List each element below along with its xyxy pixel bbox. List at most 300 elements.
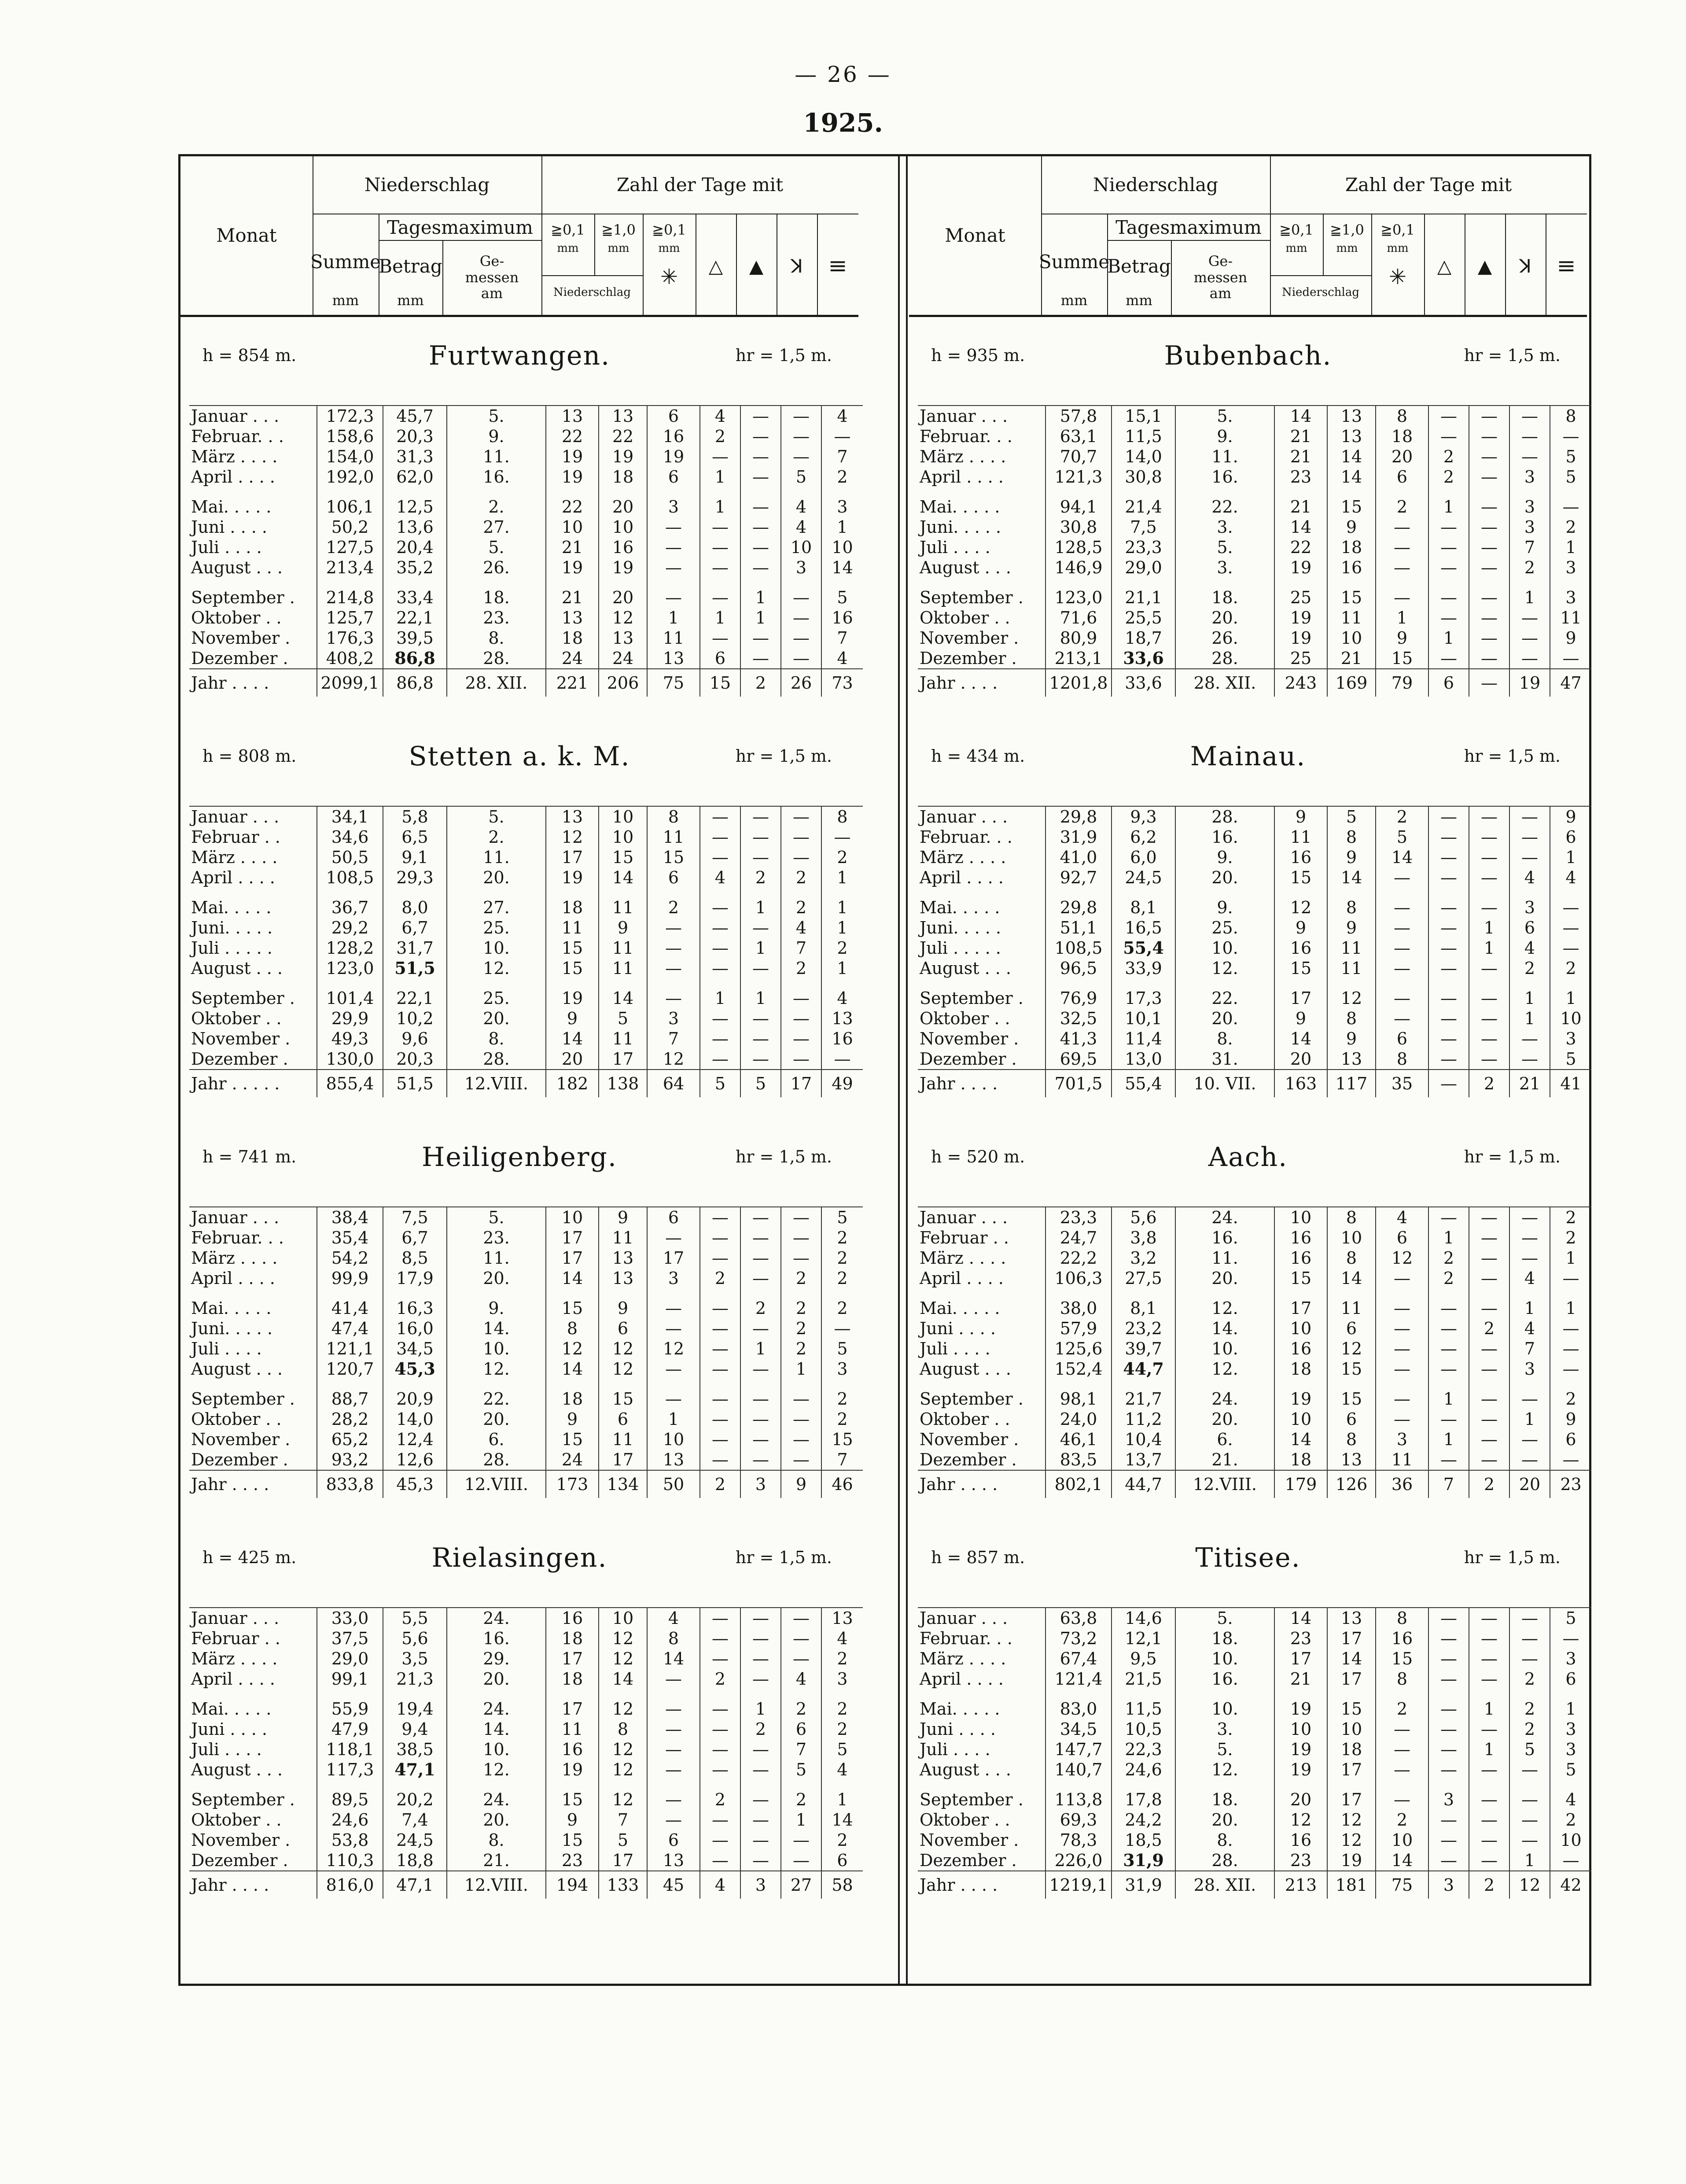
value-cell: 19 bbox=[1274, 608, 1327, 628]
value-cell: 6 bbox=[647, 1207, 700, 1228]
value-cell: 2 bbox=[781, 867, 821, 888]
value-cell: 18,7 bbox=[1112, 628, 1175, 648]
value-cell: 11 bbox=[1376, 1450, 1428, 1470]
value-cell: 1 bbox=[1509, 1288, 1550, 1318]
ge-0-1-header: ≧0,1 bbox=[1279, 221, 1314, 239]
value-cell: — bbox=[647, 1810, 700, 1830]
value-cell: 4 bbox=[1376, 1207, 1428, 1228]
column-header bbox=[909, 156, 1587, 317]
value-cell: 19 bbox=[546, 1760, 599, 1780]
value-cell: 15 bbox=[546, 1780, 599, 1810]
value-cell: 54,2 bbox=[317, 1248, 383, 1268]
value-cell: 9 bbox=[1327, 1029, 1376, 1049]
table-row bbox=[189, 426, 863, 446]
month-cell: August . . . bbox=[191, 558, 283, 577]
value-cell: 3 bbox=[1509, 1359, 1550, 1379]
month-cell: Oktober . . bbox=[191, 1810, 282, 1830]
value-cell: 31,9 bbox=[1112, 1871, 1175, 1899]
value-cell: — bbox=[700, 537, 740, 557]
station-elevation: h = 854 m. bbox=[202, 346, 297, 365]
value-cell: 18. bbox=[447, 578, 546, 608]
value-cell: 27. bbox=[447, 888, 546, 918]
value-cell: 5 bbox=[821, 1339, 863, 1359]
value-cell: 51,5 bbox=[383, 958, 447, 978]
value-cell: — bbox=[740, 1780, 781, 1810]
value-cell: 1 bbox=[1509, 1850, 1550, 1871]
station-table bbox=[189, 405, 863, 697]
value-cell: 5 bbox=[1550, 446, 1591, 467]
value-cell: 23,3 bbox=[1045, 1207, 1112, 1228]
value-cell: 42 bbox=[1550, 1871, 1591, 1899]
value-cell: 83,0 bbox=[1045, 1689, 1112, 1719]
value-cell: 1 bbox=[1469, 1739, 1509, 1760]
value-cell: 9 bbox=[1274, 806, 1327, 827]
value-cell: 19 bbox=[1509, 669, 1550, 697]
value-cell: 19 bbox=[546, 446, 599, 467]
value-cell: 11 bbox=[546, 918, 599, 938]
value-cell: 24,2 bbox=[1112, 1810, 1175, 1830]
value-cell: 6 bbox=[700, 648, 740, 669]
value-cell: — bbox=[1469, 467, 1509, 487]
value-cell: 3 bbox=[1550, 1739, 1591, 1760]
hail-icon: △ bbox=[1437, 255, 1452, 277]
value-cell: — bbox=[1428, 918, 1469, 938]
value-cell: 20. bbox=[447, 1810, 546, 1830]
value-cell: 855,4 bbox=[317, 1070, 383, 1097]
value-cell: 4 bbox=[647, 1608, 700, 1628]
value-cell: — bbox=[700, 1049, 740, 1070]
value-cell: — bbox=[1469, 1608, 1509, 1628]
value-cell: — bbox=[700, 1207, 740, 1228]
value-cell: — bbox=[740, 446, 781, 467]
value-cell: 6 bbox=[781, 1719, 821, 1739]
value-cell: 8 bbox=[1376, 406, 1428, 426]
value-cell: 3 bbox=[647, 1008, 700, 1029]
month-cell: Februar. . . bbox=[920, 427, 1012, 446]
value-cell: — bbox=[740, 1608, 781, 1628]
value-cell: 1 bbox=[700, 467, 740, 487]
value-cell: 5 bbox=[599, 1008, 647, 1029]
value-cell: 117,3 bbox=[317, 1760, 383, 1780]
value-cell: — bbox=[1376, 1288, 1428, 1318]
value-cell: 14,0 bbox=[383, 1409, 447, 1429]
value-cell: 4 bbox=[781, 918, 821, 938]
value-cell: 21,5 bbox=[1112, 1669, 1175, 1689]
value-cell: 11 bbox=[1327, 1288, 1376, 1318]
value-cell: 16 bbox=[546, 1608, 599, 1628]
table-row bbox=[918, 1760, 1591, 1780]
value-cell: 34,5 bbox=[1045, 1719, 1112, 1739]
value-cell: 14 bbox=[821, 557, 863, 578]
value-cell: 4 bbox=[781, 1669, 821, 1689]
value-cell: — bbox=[1509, 1810, 1550, 1830]
value-cell: 2 bbox=[821, 1228, 863, 1248]
value-cell: 3 bbox=[781, 557, 821, 578]
value-cell: — bbox=[1428, 1608, 1469, 1628]
month-cell: Dezember . bbox=[920, 649, 1017, 668]
value-cell: — bbox=[1469, 958, 1509, 978]
value-cell: 1 bbox=[1428, 1228, 1469, 1248]
value-cell: 17 bbox=[546, 1228, 599, 1248]
value-cell: 1 bbox=[740, 888, 781, 918]
table-row bbox=[189, 1780, 863, 1810]
table-row bbox=[189, 1810, 863, 1830]
value-cell: — bbox=[740, 1739, 781, 1760]
month-cell: April . . . . bbox=[920, 1269, 1004, 1288]
value-cell: — bbox=[1469, 1760, 1509, 1780]
zahl-der-tage-header: Zahl der Tage mit bbox=[1345, 173, 1512, 196]
value-cell: 192,0 bbox=[317, 467, 383, 487]
value-cell: 20. bbox=[447, 1008, 546, 1029]
value-cell: 12.VIII. bbox=[1175, 1470, 1274, 1498]
value-cell: 16. bbox=[1175, 827, 1274, 847]
value-cell: 214,8 bbox=[317, 578, 383, 608]
month-cell: Juni . . . . bbox=[920, 1319, 996, 1338]
value-cell: 20 bbox=[1274, 1780, 1327, 1810]
value-cell: 133 bbox=[599, 1871, 647, 1899]
value-cell: 5. bbox=[1175, 406, 1274, 426]
value-cell: 8 bbox=[1327, 827, 1376, 847]
value-cell: 15 bbox=[1274, 958, 1327, 978]
value-cell: 31,9 bbox=[1112, 1850, 1175, 1871]
value-cell: 163 bbox=[1274, 1070, 1327, 1097]
value-cell: — bbox=[740, 806, 781, 827]
value-cell: — bbox=[1509, 446, 1550, 467]
value-cell: 14. bbox=[447, 1318, 546, 1339]
value-cell: 10 bbox=[1274, 1719, 1327, 1739]
mm-unit: mm bbox=[1285, 242, 1307, 255]
value-cell: 55,4 bbox=[1112, 1070, 1175, 1097]
value-cell: 39,7 bbox=[1112, 1339, 1175, 1359]
value-cell: — bbox=[700, 1029, 740, 1049]
value-cell: 50,5 bbox=[317, 847, 383, 867]
month-cell: Juli . . . . . bbox=[920, 938, 1001, 958]
table-row bbox=[918, 1429, 1591, 1450]
value-cell: 2 bbox=[821, 1689, 863, 1719]
value-cell: 33,0 bbox=[317, 1608, 383, 1628]
value-cell: 69,3 bbox=[1045, 1810, 1112, 1830]
value-cell: 8 bbox=[1327, 888, 1376, 918]
month-cell: Juni. . . . . bbox=[920, 918, 1001, 937]
value-cell: 24 bbox=[546, 648, 599, 669]
value-cell: — bbox=[700, 1608, 740, 1628]
table-row bbox=[189, 806, 863, 827]
month-cell: Mai. . . . . bbox=[191, 1299, 272, 1318]
value-cell: 3. bbox=[1175, 517, 1274, 537]
value-cell: 8 bbox=[1376, 1669, 1428, 1689]
value-cell: 3,8 bbox=[1112, 1228, 1175, 1248]
value-cell: 121,4 bbox=[1045, 1669, 1112, 1689]
station-elevation: h = 434 m. bbox=[931, 746, 1025, 766]
value-cell: — bbox=[781, 1049, 821, 1070]
month-cell: Januar . . . bbox=[918, 1207, 1045, 1228]
table-row bbox=[189, 1850, 863, 1871]
value-cell: 33,6 bbox=[1112, 648, 1175, 669]
month-cell: September . bbox=[191, 1790, 295, 1809]
value-cell: 64 bbox=[647, 1070, 700, 1097]
month-cell: Februar . . bbox=[191, 827, 280, 847]
value-cell: 7 bbox=[821, 446, 863, 467]
station-block bbox=[180, 1526, 858, 1926]
value-cell: 9,1 bbox=[383, 847, 447, 867]
value-cell: 22. bbox=[1175, 978, 1274, 1008]
year-total-row bbox=[918, 1470, 1591, 1498]
value-cell: — bbox=[647, 1719, 700, 1739]
betrag-unit: mm bbox=[1126, 292, 1152, 309]
value-cell: — bbox=[740, 847, 781, 867]
value-cell: 8 bbox=[647, 806, 700, 827]
table-row bbox=[189, 888, 863, 918]
value-cell: 11 bbox=[599, 958, 647, 978]
value-cell: 128,5 bbox=[1045, 537, 1112, 557]
value-cell: 49 bbox=[821, 1070, 863, 1097]
value-cell: 3 bbox=[1509, 487, 1550, 517]
value-cell: 55,4 bbox=[1112, 938, 1175, 958]
value-cell: — bbox=[1428, 1029, 1469, 1049]
value-cell: — bbox=[740, 1450, 781, 1470]
value-cell: 2 bbox=[781, 958, 821, 978]
station-elevation: h = 741 m. bbox=[202, 1147, 297, 1166]
value-cell: 10,1 bbox=[1112, 1008, 1175, 1029]
month-cell: April . . . . bbox=[191, 868, 275, 887]
value-cell: 22 bbox=[546, 426, 599, 446]
value-cell: 9 bbox=[1550, 628, 1591, 648]
value-cell: 2 bbox=[821, 1288, 863, 1318]
value-cell: 1 bbox=[740, 1339, 781, 1359]
value-cell: — bbox=[1376, 1379, 1428, 1409]
value-cell: 10 bbox=[546, 517, 599, 537]
month-cell: Dezember . bbox=[191, 649, 288, 668]
station-header bbox=[909, 724, 1587, 790]
value-cell: 12. bbox=[447, 1760, 546, 1780]
value-cell: 1 bbox=[1469, 918, 1509, 938]
value-cell: 243 bbox=[1274, 669, 1327, 697]
value-cell: 128,2 bbox=[317, 938, 383, 958]
value-cell: 25 bbox=[1274, 648, 1327, 669]
table-row bbox=[189, 1429, 863, 1450]
value-cell: 12 bbox=[599, 608, 647, 628]
value-cell: 14 bbox=[599, 978, 647, 1008]
value-cell: 57,9 bbox=[1045, 1318, 1112, 1339]
value-cell: — bbox=[1509, 1608, 1550, 1628]
value-cell: 9. bbox=[1175, 426, 1274, 446]
value-cell: 18 bbox=[546, 1628, 599, 1649]
value-cell: 206 bbox=[599, 669, 647, 697]
value-cell: 16,0 bbox=[383, 1318, 447, 1339]
value-cell: 10. bbox=[447, 1739, 546, 1760]
value-cell: 18. bbox=[1175, 578, 1274, 608]
value-cell: — bbox=[1376, 1719, 1428, 1739]
value-cell: — bbox=[1550, 1339, 1591, 1359]
right-half bbox=[909, 156, 1587, 1979]
value-cell: 816,0 bbox=[317, 1871, 383, 1899]
value-cell: 1 bbox=[781, 1359, 821, 1379]
value-cell: — bbox=[700, 1228, 740, 1248]
value-cell: — bbox=[740, 1810, 781, 1830]
value-cell: — bbox=[781, 1429, 821, 1450]
value-cell: 7 bbox=[1428, 1470, 1469, 1498]
value-cell: 2. bbox=[447, 487, 546, 517]
month-cell: Dezember . bbox=[191, 1851, 288, 1870]
betrag-header: Betrag bbox=[1107, 255, 1171, 277]
value-cell: 3. bbox=[1175, 557, 1274, 578]
value-cell: 86,8 bbox=[383, 648, 447, 669]
value-cell: — bbox=[1469, 1649, 1509, 1669]
value-cell: — bbox=[1428, 867, 1469, 888]
table-row bbox=[918, 467, 1591, 487]
value-cell: — bbox=[1428, 1739, 1469, 1760]
table-row bbox=[189, 1450, 863, 1470]
value-cell: — bbox=[700, 1850, 740, 1871]
value-cell: — bbox=[740, 958, 781, 978]
value-cell: 12,1 bbox=[1112, 1628, 1175, 1649]
value-cell: 22 bbox=[1274, 537, 1327, 557]
value-cell: 57,8 bbox=[1045, 406, 1112, 426]
station-header bbox=[180, 724, 858, 790]
value-cell: — bbox=[647, 978, 700, 1008]
value-cell: 12 bbox=[1327, 1830, 1376, 1850]
value-cell: 3 bbox=[1550, 578, 1591, 608]
value-cell: 4 bbox=[700, 406, 740, 426]
table-row bbox=[189, 847, 863, 867]
value-cell: 16. bbox=[447, 1628, 546, 1649]
value-cell: 8 bbox=[1550, 406, 1591, 426]
value-cell: 10 bbox=[647, 1429, 700, 1450]
value-cell: — bbox=[1428, 1450, 1469, 1470]
value-cell: 24,5 bbox=[383, 1830, 447, 1850]
value-cell: 3. bbox=[1175, 1719, 1274, 1739]
value-cell: — bbox=[1428, 827, 1469, 847]
value-cell: 2 bbox=[1550, 1810, 1591, 1830]
value-cell: 146,9 bbox=[1045, 557, 1112, 578]
value-cell: — bbox=[1428, 648, 1469, 669]
value-cell: — bbox=[700, 1339, 740, 1359]
value-cell: 5 bbox=[599, 1830, 647, 1850]
value-cell: 17,3 bbox=[1112, 978, 1175, 1008]
month-cell: März . . . . bbox=[191, 447, 278, 466]
value-cell: 63,1 bbox=[1045, 426, 1112, 446]
hail-icon: △ bbox=[708, 255, 723, 277]
table-row bbox=[918, 1628, 1591, 1649]
month-cell: Juni . . . . bbox=[191, 1719, 267, 1739]
value-cell: 2 bbox=[821, 1248, 863, 1268]
value-cell: — bbox=[1469, 1830, 1509, 1850]
value-cell: 18 bbox=[1274, 1450, 1327, 1470]
mm-unit: mm bbox=[607, 242, 629, 255]
value-cell: 12.VIII. bbox=[447, 1871, 546, 1899]
month-cell: März . . . . bbox=[920, 447, 1006, 466]
value-cell: 11 bbox=[1327, 938, 1376, 958]
value-cell: 8 bbox=[1327, 1207, 1376, 1228]
value-cell: 1 bbox=[821, 918, 863, 938]
value-cell: 5. bbox=[1175, 537, 1274, 557]
value-cell: 1 bbox=[1428, 628, 1469, 648]
value-cell: 10 bbox=[1550, 1008, 1591, 1029]
table-row bbox=[918, 1049, 1591, 1070]
table-row bbox=[918, 1719, 1591, 1739]
value-cell: 34,6 bbox=[317, 827, 383, 847]
value-cell: 19 bbox=[1274, 628, 1327, 648]
table-row bbox=[918, 537, 1591, 557]
month-cell: Februar. . . bbox=[191, 427, 284, 446]
table-row bbox=[918, 1288, 1591, 1318]
value-cell: — bbox=[700, 1429, 740, 1450]
month-cell: März . . . . bbox=[191, 1649, 278, 1668]
value-cell: — bbox=[740, 557, 781, 578]
value-cell: — bbox=[1469, 578, 1509, 608]
value-cell: 98,1 bbox=[1045, 1379, 1112, 1409]
value-cell: 12 bbox=[647, 1049, 700, 1070]
value-cell: 35,4 bbox=[317, 1228, 383, 1248]
fog-icon: ≡ bbox=[828, 253, 847, 280]
table-row bbox=[918, 1669, 1591, 1689]
value-cell: — bbox=[1376, 1318, 1428, 1339]
table-row bbox=[918, 918, 1591, 938]
value-cell: 5. bbox=[1175, 1608, 1274, 1628]
value-cell: — bbox=[1469, 1850, 1509, 1871]
value-cell: 7,5 bbox=[1112, 517, 1175, 537]
table-row bbox=[189, 1628, 863, 1649]
value-cell: 24 bbox=[546, 1450, 599, 1470]
gauge-height: hr = 1,5 m. bbox=[1464, 746, 1561, 766]
value-cell: 106,1 bbox=[317, 487, 383, 517]
value-cell: 408,2 bbox=[317, 648, 383, 669]
table-row bbox=[189, 608, 863, 628]
value-cell: 121,1 bbox=[317, 1339, 383, 1359]
value-cell: 10. bbox=[447, 938, 546, 958]
month-cell: Juli . . . . bbox=[191, 1740, 262, 1759]
value-cell: — bbox=[740, 1207, 781, 1228]
month-cell: Oktober . . bbox=[920, 1810, 1010, 1830]
value-cell: 125,6 bbox=[1045, 1339, 1112, 1359]
value-cell: 1 bbox=[740, 978, 781, 1008]
value-cell: 118,1 bbox=[317, 1739, 383, 1760]
table-row bbox=[189, 1409, 863, 1429]
value-cell: 16 bbox=[821, 608, 863, 628]
value-cell: — bbox=[1428, 1339, 1469, 1359]
value-cell: — bbox=[781, 426, 821, 446]
gauge-height: hr = 1,5 m. bbox=[735, 1548, 832, 1567]
value-cell: 1 bbox=[1428, 1379, 1469, 1409]
value-cell: 5 bbox=[1327, 806, 1376, 827]
value-cell: 13,6 bbox=[383, 517, 447, 537]
value-cell: 17 bbox=[599, 1450, 647, 1470]
value-cell: 6 bbox=[1376, 1029, 1428, 1049]
value-cell: — bbox=[1509, 1830, 1550, 1850]
table-row bbox=[189, 1739, 863, 1760]
month-cell: Februar. . . bbox=[920, 827, 1012, 847]
value-cell: — bbox=[1469, 867, 1509, 888]
value-cell: 134 bbox=[599, 1470, 647, 1498]
value-cell: — bbox=[700, 1649, 740, 1669]
value-cell: — bbox=[700, 806, 740, 827]
value-cell: — bbox=[1469, 487, 1509, 517]
value-cell: — bbox=[700, 1739, 740, 1760]
value-cell: — bbox=[1469, 608, 1509, 628]
value-cell: 10 bbox=[546, 1207, 599, 1228]
value-cell: 20 bbox=[546, 1049, 599, 1070]
month-cell: August . . . bbox=[920, 1760, 1011, 1779]
table-row bbox=[918, 1830, 1591, 1850]
year-total-row bbox=[918, 669, 1591, 697]
value-cell: 6 bbox=[1428, 669, 1469, 697]
value-cell: 10 bbox=[1274, 1318, 1327, 1339]
value-cell: 28. bbox=[1175, 1850, 1274, 1871]
value-cell: 30,8 bbox=[1045, 517, 1112, 537]
value-cell: 10. bbox=[1175, 1339, 1274, 1359]
value-cell: — bbox=[1376, 888, 1428, 918]
month-cell: Januar . . . bbox=[918, 406, 1045, 426]
